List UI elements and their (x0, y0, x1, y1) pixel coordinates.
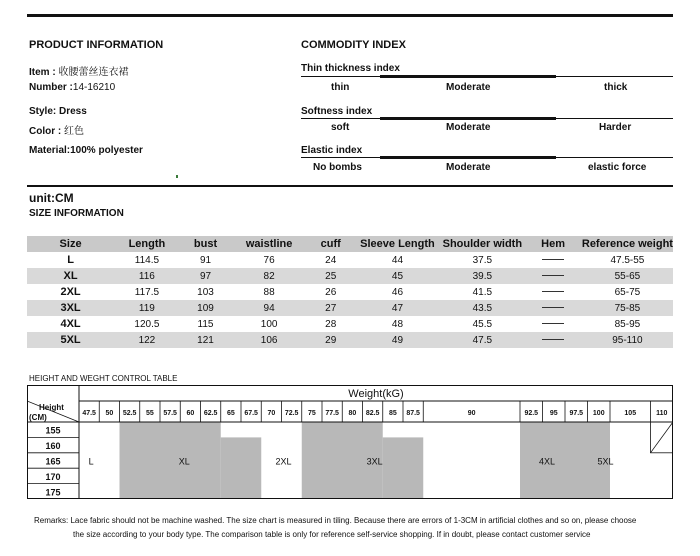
size-col-header-6: Shoulder width (440, 236, 524, 252)
hem-dash (542, 339, 564, 340)
table-cell: 55-65 (582, 268, 673, 284)
table-cell: 97 (180, 268, 232, 284)
table-cell: 29 (307, 332, 355, 348)
material-line: Material:100% polyester (29, 145, 143, 156)
table-row (27, 252, 673, 268)
table-cell: 121 (180, 332, 232, 348)
table-cell: 91 (199, 254, 212, 266)
remarks-line-2: the size according to your body type. The comparison table is only for reference self-service shopping. If in doubt, please contact customer service (73, 530, 591, 539)
table-cell: 122 (114, 332, 180, 348)
hw-height-4: 175 (45, 487, 61, 498)
softness-bar-active (380, 117, 556, 120)
hw-corner-cm: (CM) (29, 413, 47, 422)
table-cell: 47.5 (440, 332, 524, 348)
hw-weight-20: 97.5 (569, 410, 584, 417)
elastic-high: elastic force (588, 162, 647, 173)
hw-weight-15: 85 (388, 410, 397, 417)
softness-low: soft (331, 122, 350, 133)
thickness-low: thin (331, 82, 350, 93)
unit-label: unit:CM (29, 191, 74, 205)
remarks-line-1: Remarks: Lace fabric should not be machine washed. The size chart is measured in tiling. Because there are errors of 1-3CM in artificial clothes and so on, please choose (34, 516, 637, 525)
item-label: Item : (29, 67, 56, 78)
table-cell: 76 (263, 254, 275, 266)
table-cell: 65-75 (614, 286, 641, 298)
table-cell (524, 316, 582, 332)
hw-weight-0: 47.5 (82, 410, 96, 417)
table-cell: 82 (231, 268, 307, 284)
table-cell: 46 (391, 286, 404, 298)
hw-weight-2: 52.5 (122, 410, 137, 417)
table-cell (524, 284, 582, 300)
elastic-title: Elastic index (301, 145, 363, 156)
hem-dash (542, 307, 564, 308)
size-table-header (27, 236, 673, 252)
softness-high: Harder (599, 122, 632, 133)
thickness-title: Thin thickness index (301, 63, 400, 74)
table-cell: L (67, 254, 74, 266)
hw-weight-19: 95 (549, 410, 558, 417)
color-line (29, 122, 84, 137)
table-cell: 41.5 (472, 286, 493, 298)
hw-weight-18: 92.5 (524, 410, 539, 417)
size-col-header-7: Hem (524, 236, 582, 252)
hw-weight-5: 60 (186, 410, 195, 417)
table-cell: 24 (325, 254, 337, 266)
table-row (27, 316, 673, 332)
table-cell: 119 (114, 300, 180, 316)
table-cell: 43.5 (440, 300, 524, 316)
table-cell: 85-95 (614, 318, 641, 330)
hw-control-table (27, 385, 673, 499)
table-cell: 116 (114, 268, 180, 284)
hem-dash (542, 291, 564, 292)
table-row (27, 284, 673, 300)
softness-mid: Moderate (446, 122, 491, 133)
table-cell: 49 (355, 332, 441, 348)
table-row (27, 268, 673, 284)
thickness-mid: Moderate (446, 82, 491, 93)
hw-size-label-5xl: 5XL (597, 456, 614, 467)
number-label: Number : (29, 82, 73, 93)
table-cell: 45 (355, 268, 441, 284)
hw-corner-height: Height (39, 403, 64, 412)
hw-weight-16: 87.5 (406, 410, 420, 417)
table-cell: 39.5 (440, 268, 524, 284)
table-cell: 4XL (60, 318, 81, 330)
table-cell: 88 (263, 286, 275, 298)
hw-size-label-xl: XL (178, 456, 190, 467)
hem-dash (542, 323, 564, 324)
table-cell: 75-85 (582, 300, 673, 316)
hw-weight-1: 50 (105, 410, 114, 417)
green-mark (176, 175, 178, 178)
hw-hatch-diagonal (651, 422, 674, 453)
hw-height-0: 155 (45, 425, 61, 436)
thickness-high: thick (604, 82, 628, 93)
table-cell: 45.5 (472, 318, 493, 330)
table-cell: 44 (391, 254, 404, 266)
table-cell: 109 (180, 300, 232, 316)
size-col-header-5: Sleeve Length (355, 236, 441, 252)
item-line (29, 63, 128, 78)
table-cell: 27 (307, 300, 355, 316)
hw-size-label-l: L (88, 456, 94, 467)
table-cell: 114.5 (134, 254, 160, 266)
hw-title: HEIGHT AND WEGHT CONTROL TABLE (29, 374, 178, 383)
hw-size-label-4xl: 4XL (538, 456, 556, 467)
table-cell: 3XL (27, 300, 114, 316)
hw-height-2: 165 (45, 456, 61, 467)
top-rule (27, 14, 673, 17)
size-info-heading: SIZE INFORMATION (29, 208, 124, 219)
hw-weight-3: 55 (145, 410, 154, 417)
size-table (27, 236, 673, 348)
hw-weight-11: 75 (307, 410, 316, 417)
hw-weight-10: 72.5 (284, 410, 299, 417)
color-label: Color : (29, 126, 62, 137)
size-col-header-8: Reference weight (581, 238, 673, 250)
hw-shade (221, 437, 262, 499)
elastic-mid: Moderate (446, 162, 491, 173)
table-row (27, 332, 673, 348)
table-cell: 48 (391, 318, 404, 330)
elastic-low: No bombs (313, 162, 362, 173)
hw-weight-13: 80 (348, 410, 357, 417)
table-cell: 26 (325, 286, 337, 298)
elastic-bar-active (380, 156, 556, 159)
commodity-index-heading: COMMODITY INDEX (301, 39, 406, 51)
table-cell: 106 (231, 332, 307, 348)
table-cell: 115 (197, 318, 214, 330)
size-col-header-0: Size (27, 236, 114, 252)
table-cell: 2XL (60, 286, 81, 298)
size-col-header-1: Length (114, 236, 180, 252)
table-cell: 47.5-55 (610, 254, 645, 266)
table-cell: 28 (325, 318, 337, 330)
number-line (29, 82, 115, 93)
table-cell: 100 (260, 318, 278, 330)
hw-weight-4: 57.5 (163, 410, 177, 417)
table-cell (524, 252, 582, 268)
hw-weight-header: Weight(kG) (348, 388, 404, 400)
table-cell: 37.5 (472, 254, 493, 266)
hw-weight-6: 62.5 (203, 410, 218, 417)
size-col-header-4: cuff (307, 236, 355, 252)
size-col-header-3: waistline (231, 236, 307, 252)
hw-weight-9: 70 (267, 410, 276, 417)
table-cell: 94 (231, 300, 307, 316)
table-cell: 103 (197, 286, 214, 298)
hw-shade (383, 437, 424, 499)
hw-weight-21: 100 (592, 410, 605, 417)
table-cell (524, 300, 582, 316)
hw-height-1: 160 (45, 441, 61, 452)
table-cell (524, 332, 582, 348)
style-line: Style: Dress (29, 106, 87, 117)
table-cell (524, 268, 582, 284)
hw-grid (27, 385, 673, 499)
hw-shade (120, 422, 221, 499)
table-cell: 5XL (27, 332, 114, 348)
table-cell: 95-110 (582, 332, 673, 348)
hw-weight-14: 82.5 (365, 410, 380, 417)
hem-dash (542, 275, 564, 276)
color-value: 红色 (64, 126, 84, 137)
hw-size-label-3xl: 3XL (366, 456, 383, 467)
hw-weight-7: 65 (226, 410, 235, 417)
table-cell: 25 (307, 268, 355, 284)
product-info-heading: PRODUCT INFORMATION (29, 39, 164, 51)
table-cell: 120.5 (134, 318, 160, 330)
size-col-header-2: bust (180, 236, 232, 252)
item-value: 收腰蕾丝连衣裙 (58, 67, 129, 78)
hw-size-label-2xl: 2XL (275, 456, 292, 467)
hem-dash (542, 259, 564, 260)
table-cell: 47 (355, 300, 441, 316)
softness-title: Softness index (301, 106, 373, 117)
hw-weight-8: 67.5 (244, 410, 258, 417)
middle-rule (27, 185, 673, 187)
table-cell: 117.5 (134, 286, 160, 298)
hw-height-3: 170 (45, 471, 61, 482)
thickness-bar-active (380, 75, 556, 78)
hw-weight-17: 90 (467, 410, 476, 417)
hw-weight-22: 105 (624, 410, 637, 417)
number-value: 14-16210 (72, 82, 116, 93)
hw-weight-23: 110 (656, 410, 668, 417)
table-cell: XL (27, 268, 114, 284)
hw-weight-12: 77.5 (325, 410, 339, 417)
table-row (27, 300, 673, 316)
